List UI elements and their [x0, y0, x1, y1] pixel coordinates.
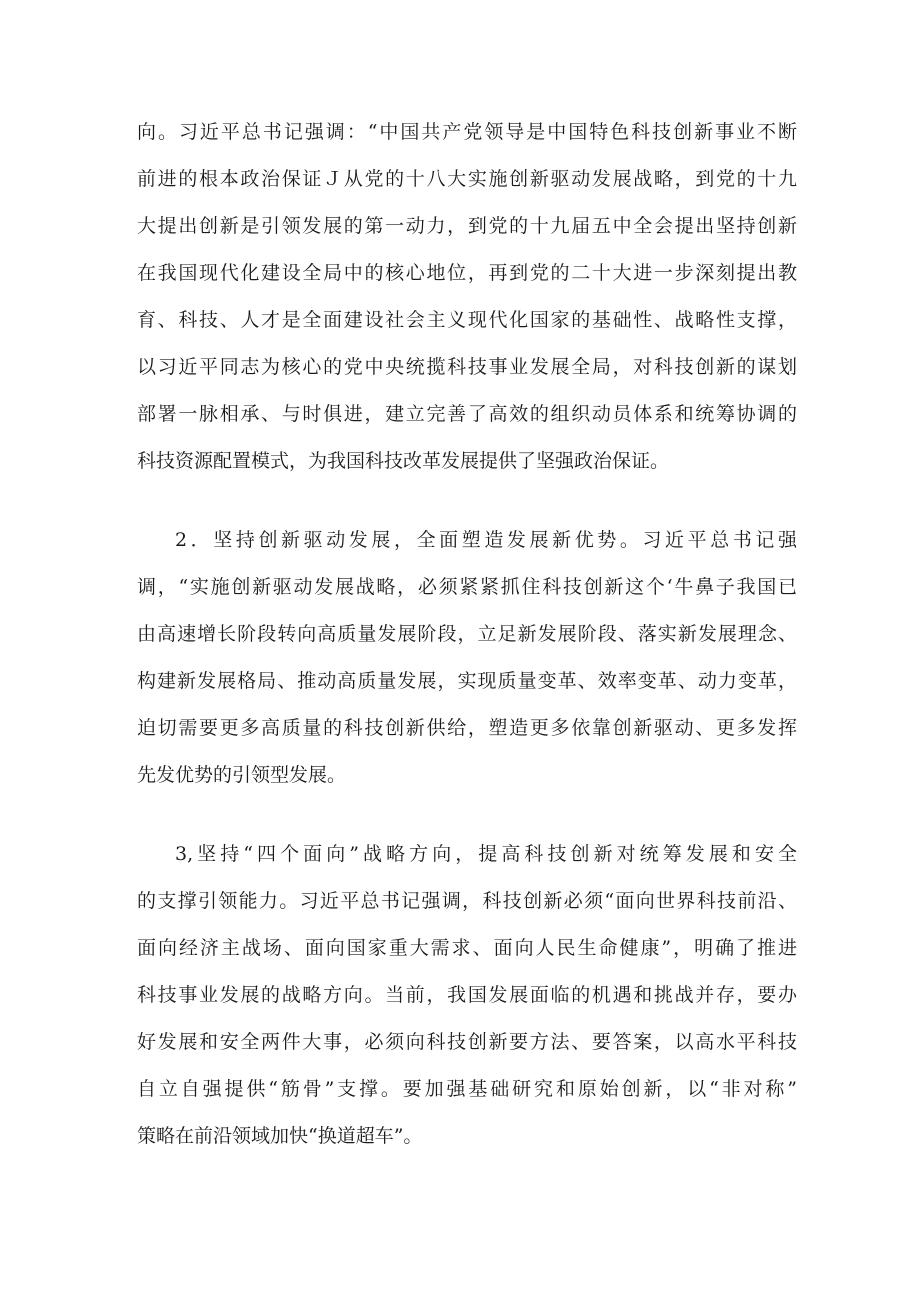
- paragraph-1-line-5: 育、科技、人才是全面建设社会主义现代化国家的基础性、战略性支撑，: [137, 309, 797, 331]
- paragraph-3-line-1: 3,坚持“四个面向”战略方向，提高科技创新对统筹发展和安全: [175, 843, 797, 865]
- paragraph-2-line-2: 调，“实施创新驱动发展战略，必须紧紧抓住科技创新这个‘牛鼻子我国已: [137, 576, 797, 598]
- paragraph-1-line-4: 在我国现代化建设全局中的核心地位，再到党的二十大进一步深刻提出教: [137, 262, 797, 284]
- paragraph-1-line-2: 前进的根本政治保证Ｊ从党的十八大实施创新驱动发展战略，到党的十九: [137, 168, 797, 190]
- paragraph-2-line-3: 由高速增长阶段转向高质量发展阶段，立足新发展阶段、落实新发展理念、: [137, 623, 797, 645]
- paragraph-1-line-6: 以习近平同志为核心的党中央统揽科技事业发展全局，对科技创新的谋划: [137, 356, 797, 378]
- paragraph-2-line-1: 2．坚持创新驱动发展，全面塑造发展新优势。习近平总书记强: [175, 529, 797, 551]
- paragraph-1-line-1: 向。习近平总书记强调：“中国共产党领导是中国特色科技创新事业不断: [137, 121, 797, 143]
- paragraph-1-line-3: 大提出创新是引领发展的第一动力，到党的十九届五中全会提出坚持创新: [137, 215, 797, 237]
- paragraph-3-line-7: 策略在前沿领域加快“换道超车”。: [137, 1125, 423, 1147]
- paragraph-2-line-4: 构建新发展格局、推动高质量发展，实现质量变革、效率变革、动力变革，: [137, 670, 797, 692]
- paragraph-2-line-6: 先发优势的引领型发展。: [137, 764, 347, 786]
- paragraph-3-line-5: 好发展和安全两件大事，必须向科技创新要方法、要答案，以高水平科技: [137, 1031, 797, 1053]
- paragraph-3-line-2: 的支撑引领能力。习近平总书记强调，科技创新必须“面向世界科技前沿、: [137, 890, 797, 912]
- paragraph-3-line-3: 面向经济主战场、面向国家重大需求、面向人民生命健康”，明确了推进: [137, 937, 797, 959]
- paragraph-1-line-8: 科技资源配置模式，为我国科技改革发展提供了坚强政治保证。: [137, 450, 670, 472]
- paragraph-3-line-6: 自立自强提供“筋骨”支撑。要加强基础研究和原始创新，以“非对称”: [137, 1078, 797, 1100]
- paragraph-3-line-4: 科技事业发展的战略方向。当前，我国发展面临的机遇和挑战并存，要办: [137, 984, 797, 1006]
- paragraph-1-line-7: 部署一脉相承、与时俱进，建立完善了高效的组织动员体系和统筹协调的: [137, 403, 797, 425]
- paragraph-2-line-5: 迫切需要更多高质量的科技创新供给，塑造更多依靠创新驱动、更多发挥: [137, 717, 797, 739]
